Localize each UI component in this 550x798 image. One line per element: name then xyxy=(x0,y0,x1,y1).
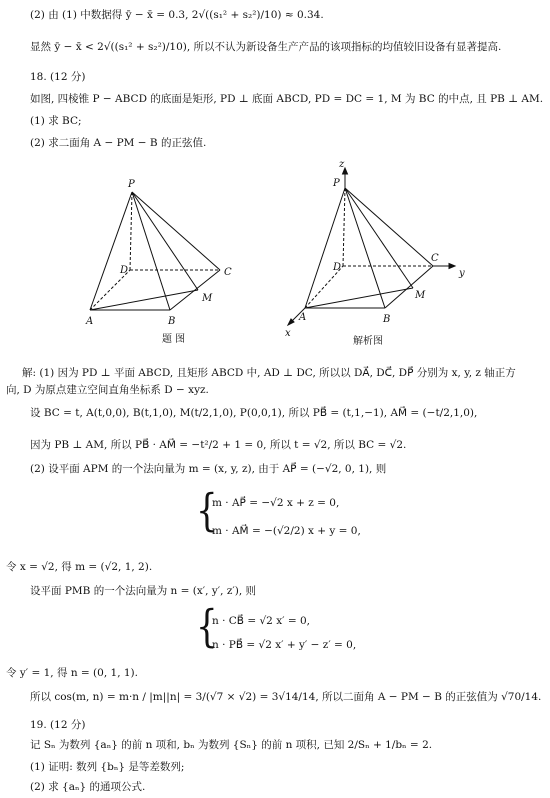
system-brace: { xyxy=(196,485,218,537)
vertex-label-d: D xyxy=(120,265,129,276)
solution-text: (2) 设平面 APM 的一个法向量为 m = (x, y, z), 由于 AP⃗ = (−√2, 0, 1), 则 xyxy=(30,463,387,475)
solution-text: 因为 PB ⊥ AM, 所以 PB⃗ · AM⃗ = −t²/2 + 1 = 0, 所以 t = √2, 所以 BC = √2. xyxy=(30,439,407,451)
axis-label-z: z xyxy=(339,159,345,170)
question-text: (2) 求二面角 A − PM − B 的正弦值. xyxy=(30,137,207,149)
system-brace: { xyxy=(196,601,218,653)
vertex-label-a: A xyxy=(299,312,307,323)
axis-label-x: x xyxy=(285,328,291,339)
line-text: (2) 由 (1) 中数据得 ȳ − x̄ = 0.3, 2√((s₁² + s₂²)/10) ≈ 0.34. xyxy=(30,9,324,21)
coordinate-figure xyxy=(285,158,485,350)
figure-caption-left: 题 图 xyxy=(162,334,186,345)
question-text: 如图, 四棱锥 P − ABCD 的底面是矩形, PD ⊥ 底面 ABCD, PD = DC = 1, M 为 BC 的中点, 且 PB ⊥ AM. xyxy=(30,93,544,105)
vertex-label-m: M xyxy=(202,293,213,304)
solution-text: 解: (1) 因为 PD ⊥ 平面 ABCD, 且矩形 ABCD 中, AD ⊥ DC, 所以以 DA⃗, DC⃗, DP⃗ 分别为 x, y, z 轴正方 xyxy=(22,367,516,379)
question-text: (1) 证明: 数列 {bₙ} 是等差数列; xyxy=(30,761,185,773)
line-text: 显然 ȳ − x̄ < 2√((s₁² + s₂²)/10), 所以不认为新设备生产产品的该项指标的均值较旧设备有显著提高. xyxy=(30,41,502,53)
vertex-label-b: B xyxy=(168,316,176,327)
axis-label-y: y xyxy=(459,268,465,279)
solution-text: 令 x = √2, 得 m = (√2, 1, 2). xyxy=(6,561,153,573)
equation-text: n · CB⃗ = √2 x′ = 0, xyxy=(212,615,310,627)
solution-text: 设 BC = t, A(t,0,0), B(t,1,0), M(t/2,1,0), P(0,0,1), 所以 PB⃗ = (t,1,−1), AM⃗ = (−t/2,1,0), xyxy=(30,407,478,419)
question-number: 18. (12 分) xyxy=(30,71,86,83)
equation-text: n · PB⃗ = √2 x′ + y′ − z′ = 0, xyxy=(212,639,357,651)
vertex-label-b: B xyxy=(383,314,391,325)
solution-text: 令 y′ = 1, 得 n = (0, 1, 1). xyxy=(6,667,138,679)
question-text: (2) 求 {aₙ} 的通项公式. xyxy=(30,781,146,793)
vertex-label-p: P xyxy=(333,178,340,189)
question-text: 记 Sₙ 为数列 {aₙ} 的前 n 项和, bₙ 为数列 {Sₙ} 的前 n 项积, 已知 2/Sₙ + 1/bₙ = 2. xyxy=(30,739,433,751)
vertex-label-m: M xyxy=(415,290,426,301)
vertex-label-a: A xyxy=(86,316,94,327)
question-number: 19. (12 分) xyxy=(30,719,86,731)
vertex-label-c: C xyxy=(224,267,232,278)
vertex-label-d: D xyxy=(333,262,342,273)
vertex-label-p: P xyxy=(128,179,135,190)
solution-text: 设平面 PMB 的一个法向量为 n = (x′, y′, z′), 则 xyxy=(30,585,257,597)
solution-text: 向, D 为原点建立空间直角坐标系 D − xyz. xyxy=(6,384,209,396)
vertex-label-c: C xyxy=(431,253,439,264)
question-text: (1) 求 BC; xyxy=(30,115,82,127)
pyramid-figure xyxy=(70,170,250,350)
equation-text: m · AP⃗ = −√2 x + z = 0, xyxy=(212,497,340,509)
figure-caption-right: 解析图 xyxy=(353,336,383,347)
solution-text: 所以 cos(m, n) = m·n / |m||n| = 3/(√7 × √2) = 3√14/14, 所以二面角 A − PM − B 的正弦值为 √70/14. xyxy=(30,691,542,703)
equation-text: m · AM⃗ = −(√2/2) x + y = 0, xyxy=(212,525,361,537)
